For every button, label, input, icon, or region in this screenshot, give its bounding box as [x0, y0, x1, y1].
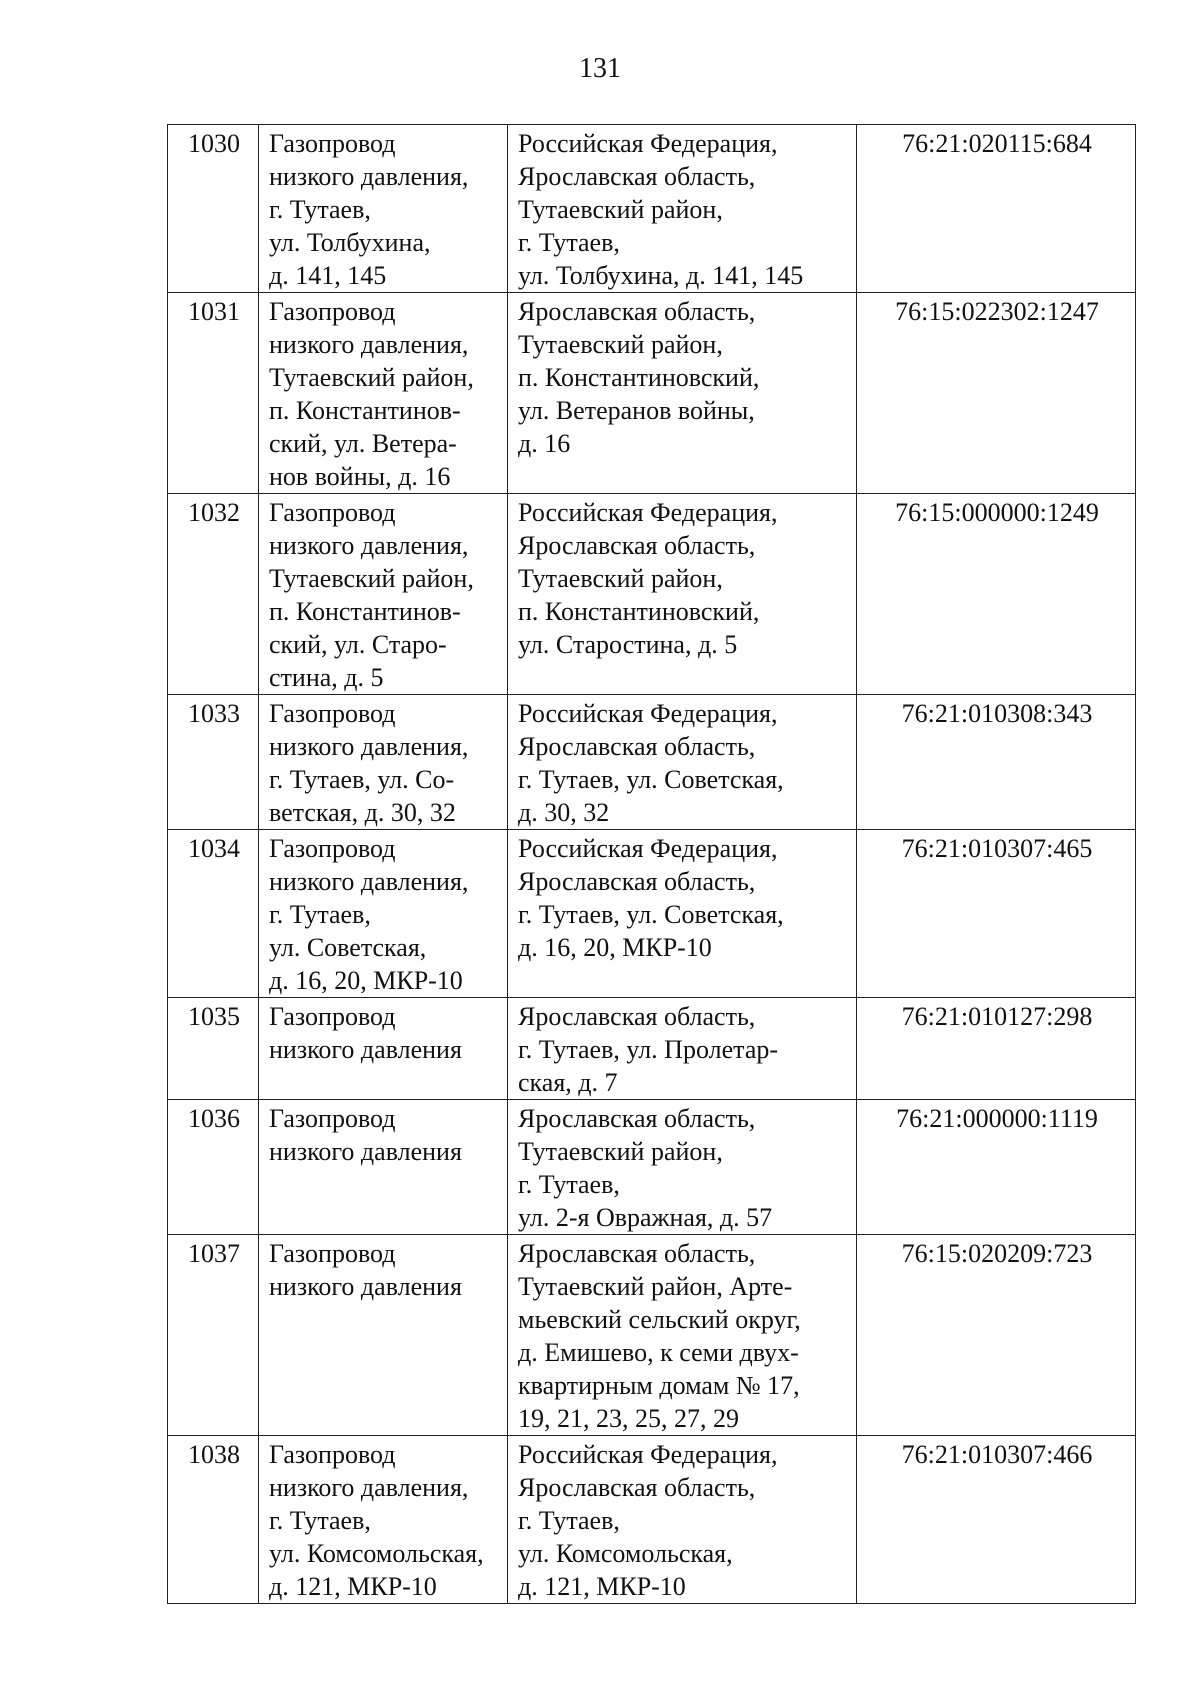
address-line: г. Тутаев, ул. Советская,	[518, 765, 784, 794]
address-line: Российская Федерация,	[518, 498, 778, 527]
address-line: Ярославская область,	[518, 867, 756, 896]
object-name-line: п. Константинов-	[269, 597, 461, 626]
address-line: Ярославская область,	[518, 162, 756, 191]
table-row	[168, 494, 1136, 695]
object-name-line: низкого давления	[269, 1035, 462, 1064]
address-line: ул. Ветеранов войны,	[518, 396, 755, 425]
address-line: г. Тутаев,	[518, 228, 620, 257]
address-line: Ярославская область,	[518, 1002, 756, 1031]
object-name-cell	[259, 998, 508, 1100]
page-number: 131	[579, 53, 621, 84]
object-name-cell	[259, 494, 508, 695]
row-number-cell: 1034	[168, 830, 259, 998]
address-cell	[508, 1100, 857, 1235]
address-cell	[508, 695, 857, 830]
address-line: Тутаевский район,	[518, 1137, 723, 1166]
object-name-line: нов войны, д. 16	[269, 462, 451, 491]
object-name-line: низкого давления,	[269, 732, 469, 761]
address-line: Российская Федерация,	[518, 129, 778, 158]
table-row	[168, 998, 1136, 1100]
object-name-line: д. 141, 145	[269, 261, 387, 290]
object-name-line: ул. Советская,	[269, 933, 427, 962]
object-name-cell	[259, 1100, 508, 1235]
object-name-line: г. Тутаев, ул. Со-	[269, 765, 455, 794]
address-line: ул. Комсомольская,	[518, 1539, 733, 1568]
row-number-cell: 1035	[168, 998, 259, 1100]
cadastral-number-cell: 76:21:020115:684	[857, 125, 1136, 293]
address-line: Ярославская область,	[518, 297, 756, 326]
row-number-cell: 1030	[168, 125, 259, 293]
object-name-line: низкого давления,	[269, 531, 469, 560]
object-name-line: Газопровод	[269, 1239, 396, 1268]
cadastral-number-cell: 76:15:022302:1247	[857, 293, 1136, 494]
address-cell	[508, 125, 857, 293]
address-line: Ярославская область,	[518, 1473, 756, 1502]
object-name-cell	[259, 1235, 508, 1436]
object-name-line: ский, ул. Ветера-	[269, 429, 457, 458]
cadastral-number-cell: 76:21:000000:1119	[857, 1100, 1136, 1235]
object-name-cell	[259, 125, 508, 293]
object-name-line: г. Тутаев,	[269, 195, 371, 224]
object-name-line: Газопровод	[269, 699, 396, 728]
address-line: Российская Федерация,	[518, 834, 778, 863]
object-name-line: ул. Комсомольская,	[269, 1539, 484, 1568]
address-line: ул. Толбухина, д. 141, 145	[518, 261, 804, 290]
object-name-line: Газопровод	[269, 1104, 396, 1133]
address-line: Российская Федерация,	[518, 1440, 778, 1469]
object-name-line: низкого давления,	[269, 162, 469, 191]
object-name-cell	[259, 695, 508, 830]
address-line: Тутаевский район,	[518, 564, 723, 593]
cadastral-number-cell: 76:21:010127:298	[857, 998, 1136, 1100]
address-line: г. Тутаев, ул. Пролетар-	[518, 1035, 779, 1064]
object-name-line: низкого давления,	[269, 1473, 469, 1502]
table-row	[168, 695, 1136, 830]
object-name-line: Газопровод	[269, 129, 396, 158]
cadastral-number-cell: 76:21:010308:343	[857, 695, 1136, 830]
address-line: квартирным домам № 17,	[518, 1371, 800, 1400]
address-line: д. 16	[518, 429, 571, 458]
address-line: Ярославская область,	[518, 531, 756, 560]
object-name-line: Газопровод	[269, 1440, 396, 1469]
address-line: Тутаевский район,	[518, 330, 723, 359]
address-line: д. 121, МКР-10	[518, 1572, 686, 1601]
row-number-cell: 1032	[168, 494, 259, 695]
cadastral-number-cell: 76:15:020209:723	[857, 1235, 1136, 1436]
address-cell	[508, 830, 857, 998]
address-line: Российская Федерация,	[518, 699, 778, 728]
table-row	[168, 1235, 1136, 1436]
table-row	[168, 830, 1136, 998]
address-line: Тутаевский район,	[518, 195, 723, 224]
object-name-line: Газопровод	[269, 498, 396, 527]
address-line: Тутаевский район, Арте-	[518, 1272, 793, 1301]
address-line: мьевский сельский округ,	[518, 1305, 801, 1334]
address-line: г. Тутаев,	[518, 1170, 620, 1199]
object-name-line: низкого давления	[269, 1137, 462, 1166]
registry-table-body	[168, 125, 1136, 1604]
address-line: Ярославская область,	[518, 1239, 756, 1268]
object-name-cell	[259, 830, 508, 998]
object-name-line: г. Тутаев,	[269, 900, 371, 929]
address-line: д. 30, 32	[518, 798, 610, 827]
row-number-cell: 1037	[168, 1235, 259, 1436]
address-cell	[508, 998, 857, 1100]
table-row	[168, 125, 1136, 293]
cadastral-number-cell: 76:15:000000:1249	[857, 494, 1136, 695]
object-name-line: Тутаевский район,	[269, 564, 474, 593]
address-line: ул. Старостина, д. 5	[518, 630, 738, 659]
object-name-line: ветская, д. 30, 32	[269, 798, 456, 827]
object-name-line: ский, ул. Старо-	[269, 630, 447, 659]
table-row	[168, 293, 1136, 494]
address-line: ул. 2-я Овражная, д. 57	[518, 1203, 773, 1232]
address-cell	[508, 494, 857, 695]
address-line: д. 16, 20, МКР-10	[518, 933, 712, 962]
address-line: д. Емишево, к семи двух-	[518, 1338, 799, 1367]
object-name-line: Газопровод	[269, 834, 396, 863]
address-line: ская, д. 7	[518, 1068, 618, 1097]
object-name-cell	[259, 293, 508, 494]
object-name-line: низкого давления,	[269, 330, 469, 359]
address-cell	[508, 1436, 857, 1604]
address-cell	[508, 293, 857, 494]
cadastral-number-cell: 76:21:010307:466	[857, 1436, 1136, 1604]
object-name-line: п. Константинов-	[269, 396, 461, 425]
address-line: г. Тутаев,	[518, 1506, 620, 1535]
address-line: Ярославская область,	[518, 732, 756, 761]
address-line: п. Константиновский,	[518, 363, 760, 392]
address-line: 19, 21, 23, 25, 27, 29	[518, 1404, 739, 1433]
table-row	[168, 1100, 1136, 1235]
registry-table	[167, 124, 1136, 1604]
object-name-line: стина, д. 5	[269, 663, 384, 692]
row-number-cell: 1038	[168, 1436, 259, 1604]
object-name-cell	[259, 1436, 508, 1604]
cadastral-number-cell: 76:21:010307:465	[857, 830, 1136, 998]
address-line: Ярославская область,	[518, 1104, 756, 1133]
row-number-cell: 1033	[168, 695, 259, 830]
address-line: г. Тутаев, ул. Советская,	[518, 900, 784, 929]
object-name-line: Газопровод	[269, 1002, 396, 1031]
address-cell	[508, 1235, 857, 1436]
table-row	[168, 1436, 1136, 1604]
object-name-line: г. Тутаев,	[269, 1506, 371, 1535]
object-name-line: низкого давления,	[269, 867, 469, 896]
object-name-line: д. 16, 20, МКР-10	[269, 966, 463, 995]
object-name-line: Тутаевский район,	[269, 363, 474, 392]
object-name-line: ул. Толбухина,	[269, 228, 431, 257]
object-name-line: низкого давления	[269, 1272, 462, 1301]
object-name-line: д. 121, МКР-10	[269, 1572, 437, 1601]
row-number-cell: 1036	[168, 1100, 259, 1235]
row-number-cell: 1031	[168, 293, 259, 494]
address-line: п. Константиновский,	[518, 597, 760, 626]
object-name-line: Газопровод	[269, 297, 396, 326]
